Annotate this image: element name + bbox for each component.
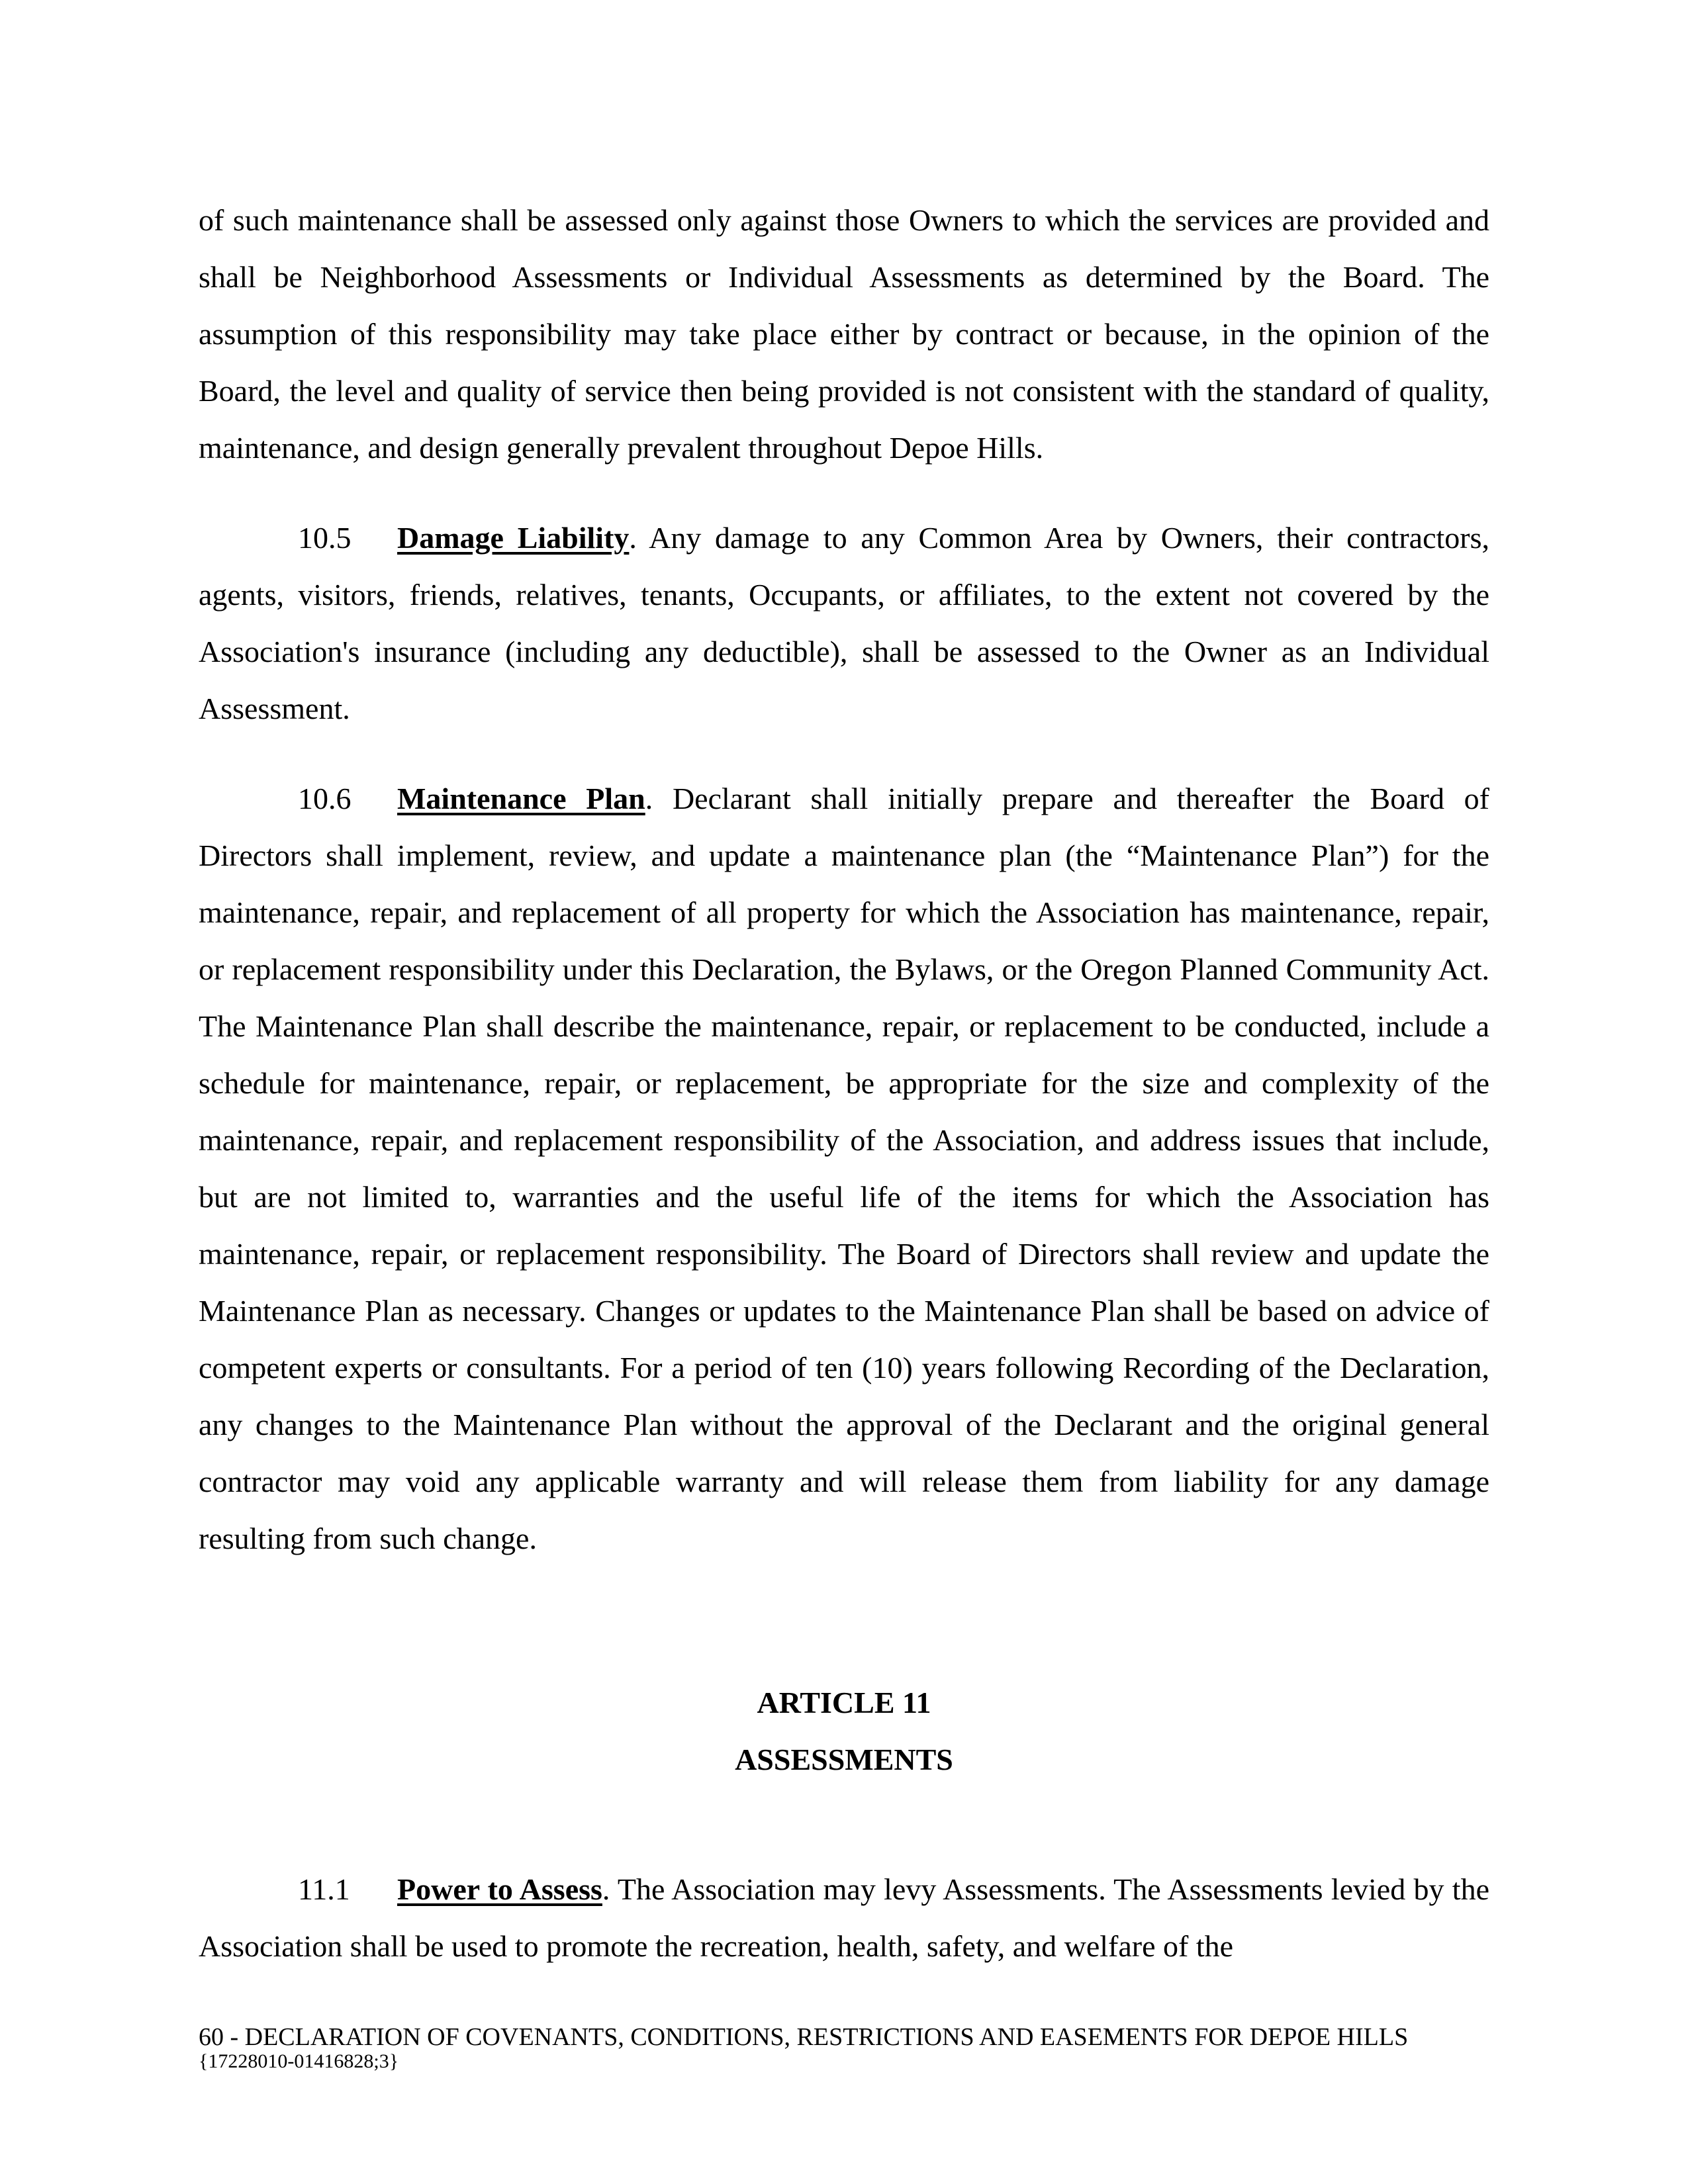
section-number: 10.6 <box>298 782 352 815</box>
section-text: . Any damage to any Common Area by Owners, their contractors, agents, visitors, friends, relatives, tenants, Occupants, or affiliates, to the extent not covered by the Association's insurance (including any deductible), shall be assessed to the Owner as an Individual Assessment. <box>199 521 1489 725</box>
section-10-6 <box>199 770 1489 1567</box>
section-number: 10.5 <box>298 521 352 555</box>
section-text: . The Association may levy Assessments. The Assessments levied by the Association shall be used to promote the recreation, health, safety, and welfare of the <box>199 1872 1489 1963</box>
section-title: Damage Liability <box>397 521 630 555</box>
footer-doc-code: {17228010-01416828;3} <box>199 2050 399 2072</box>
section-11-1 <box>199 1861 1489 1975</box>
page-footer <box>199 2024 1523 2073</box>
article-title: ASSESSMENTS <box>735 1743 953 1776</box>
section-10-5 <box>199 510 1489 737</box>
continuation-paragraph: of such maintenance shall be assessed only against those Owners to which the services are provided and shall be Neighborhood Assessments or Individual Assessments as determined by the Board. The assumption of this responsibility may take place either by contract or because, in the opinion of the Board, the level and quality of service then being provided is not consistent with the standard of quality, maintenance, and design generally prevalent throughout Depoe Hills. <box>199 203 1489 465</box>
section-text: . Declarant shall initially prepare and thereafter the Board of Directors shall implement, review, and update a maintenance plan (the “Maintenance Plan”) for the maintenance, repair, and replacement of all property for which the Association has maintenance, repair, or replacement responsibility under this Declaration, the Bylaws, or the Oregon Planned Community Act. The Maintenance Plan shall describe the maintenance, repair, or replacement to be conducted, include a schedule for maintenance, repair, or replacement, be appropriate for the size and complexity of the maintenance, repair, and replacement responsibility of the Association, and address issues that include, but are not limited to, warranties and the useful life of the items for which the Association has maintenance, repair, or replacement responsibility. The Board of Directors shall review and update the Maintenance Plan as necessary. Changes or updates to the Maintenance Plan shall be based on advice of competent experts or consultants. For a period of ten (10) years following Recording of the Declaration, any changes to the Maintenance Plan without the approval of the Declarant and the original general contractor may void any applicable warranty and will release them from liability for any damage resulting from such change. <box>199 782 1489 1555</box>
section-title: Maintenance Plan <box>397 782 645 815</box>
body-upper <box>199 192 1489 1567</box>
footer-title: 60 - DECLARATION OF COVENANTS, CONDITIONS, RESTRICTIONS AND EASEMENTS FOR DEPOE HILLS <box>199 2023 1409 2051</box>
article-number: ARTICLE 11 <box>757 1686 931 1719</box>
body-lower <box>199 1861 1489 1975</box>
section-title: Power to Assess <box>397 1872 602 1906</box>
section-number: 11.1 <box>298 1872 350 1906</box>
